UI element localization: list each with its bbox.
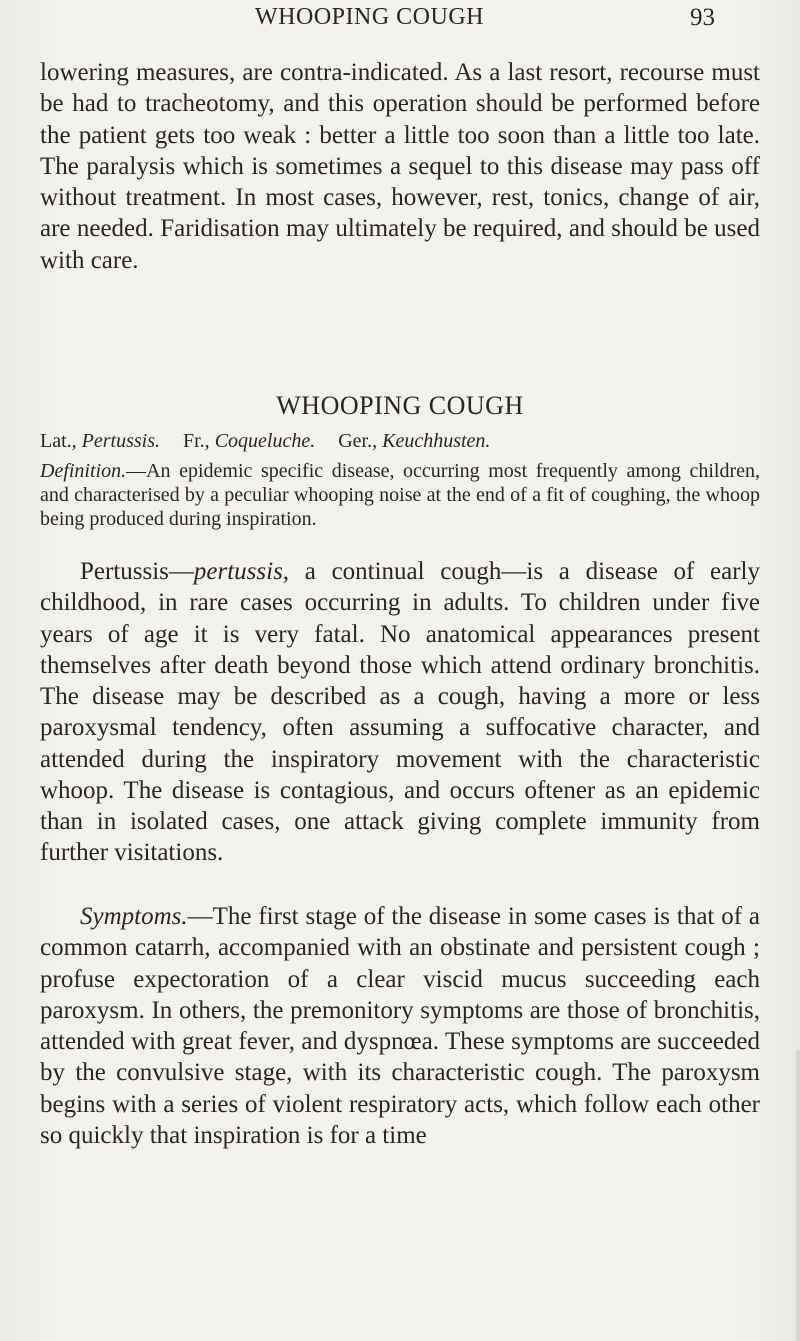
symptoms-block [40,901,760,1151]
symptoms-label: Symptoms. [80,903,188,930]
symptoms-paragraph [40,901,760,1151]
section-heading: WHOOPING COUGH [276,391,524,420]
lat-label: Lat., [40,430,77,452]
symptoms-text: —The first stage of the disease in some cases is that of a common catarrh, accompanied with an obstinate and persistent cough ; profuse expectoration of a clear viscid mucus succeeding each paroxysm. In others, the premonitory symptoms are those of bronchitis, attended with great fever, and dyspnœa. These symptoms are succeeded by the convulsive stage, with its characteristic cough. The paroxysm begins with a series of violent respiratory acts, which follow each other so quickly that inspiration is for a time [40,903,760,1149]
ger-term: Keuchhusten. [382,430,491,452]
intro-paragraph-block [40,57,760,276]
page-number: 93 [690,4,715,31]
lat-term: Pertussis. [81,430,160,452]
pertussis-block [40,556,760,869]
definition-label: Definition. [40,460,127,482]
pertussis-lead: Pertussis— [80,558,194,585]
definition-block [40,459,760,531]
ger-label: Ger., [338,430,378,452]
fr-label: Fr., [183,430,210,452]
running-title: WHOOPING COUGH [255,4,484,30]
fr-term: Coqueluche. [214,430,316,452]
pertussis-term: pertussis, [193,558,290,585]
running-head [0,4,800,38]
pertussis-paragraph [40,556,760,869]
foreign-names-line [40,430,760,453]
definition-text: —An epidemic specific disease, occurring most frequently among children, and characterised by a peculiar whooping noise at the end of a fit of coughing, the whoop being produced during inspiration. [40,460,760,530]
intro-paragraph: lowering measures, are contra-indicated. As a last resort, recourse must be had to tracheotomy, and this operation should be performed before the patient gets too weak : better a little too soon than a little too late. The paralysis which is sometimes a sequel to this disease may pass off without treatment. In most cases, however, rest, tonics, change of air, are needed. Faridisation may ultimately be required, and should be used with care. [40,59,760,274]
pertussis-text: a continual cough—is a disease of early childhood, in rare cases occurring in adults. To children under five years of age it is very fatal. No anatomical appearances present themselves after death beyond those which attend ordinary bronchitis. The disease may be described as a cough, having a more or less paroxysmal tendency, often assuming a suffocative character, and attended during the inspiratory movement with the characteristic whoop. The disease is contagious, and occurs oftener as an epidemic than in isolated cases, one attack giving complete immunity from further visitations. [40,558,760,867]
page-edge-shadow [796,1050,800,1341]
definition-paragraph [40,459,760,531]
